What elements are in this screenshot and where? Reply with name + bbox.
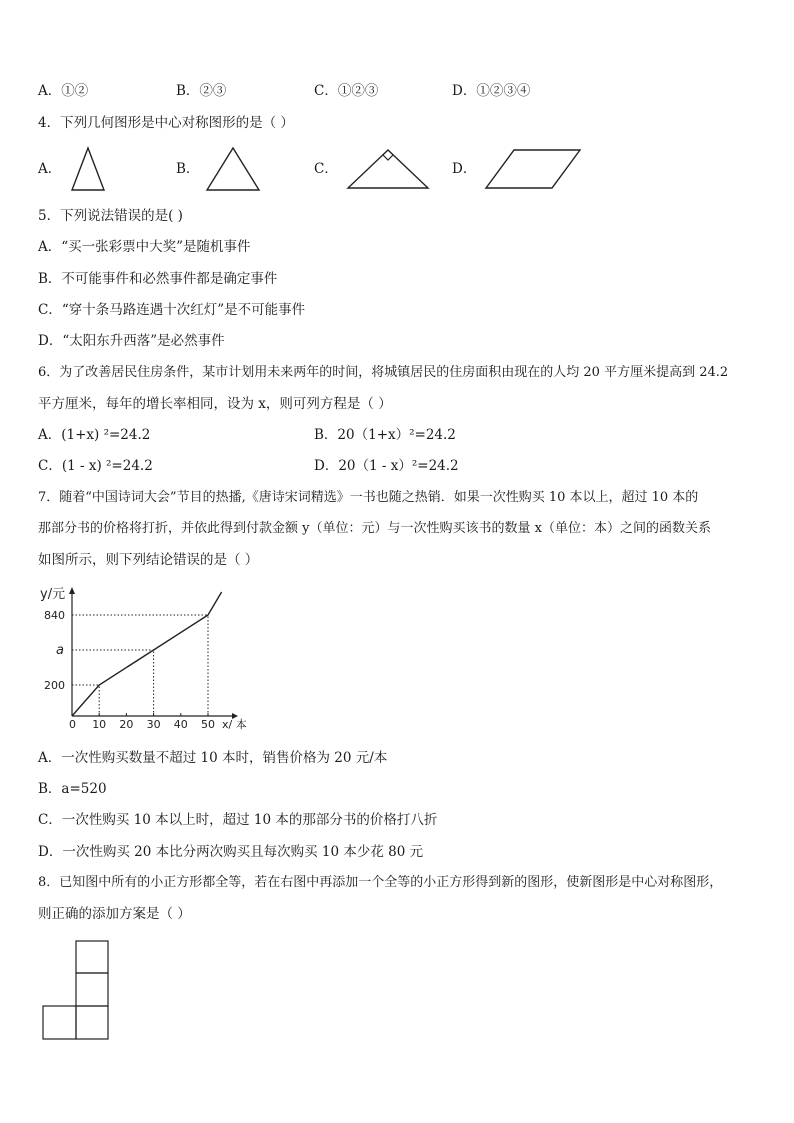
x-tick-label-20: 20 [119, 718, 134, 731]
series-line [72, 592, 222, 716]
q7-stem-line3: 如图所示，则下列结论错误的是（ ） [38, 552, 259, 568]
q4-option-b-letter: B． [176, 161, 200, 177]
x-tick-label-10: 10 [92, 718, 107, 731]
q4-option-a-letter: A． [38, 161, 62, 177]
q8-stem-line2: 则正确的添加方案是（ ） [38, 906, 191, 922]
q6-stem-line1: 6．为了改善居民住房条件，某市计划用未来两年的时间，将城镇居民的住房面积由现在的人均 20 平方厘米提高到 24.2 [38, 365, 729, 380]
square-bottom-right [76, 1006, 108, 1039]
square-middle [76, 973, 108, 1006]
x-tick-label-30: 30 [146, 718, 161, 731]
y-axis-label: y/元 [40, 587, 66, 602]
y-tick-label-a: a [56, 643, 64, 658]
q5-option-d: D．“太阳东升西落”是必然事件 [38, 333, 225, 349]
q5-option-c: C．“穿十条马路连遇十次红灯”是不可能事件 [38, 302, 306, 318]
q6-option-a: A．(1+x) ²=24.2 [38, 427, 151, 443]
right-triangle-icon [344, 144, 434, 194]
isosceles-triangle-icon [203, 144, 263, 194]
square-top [76, 941, 108, 973]
q7-option-a: A．一次性购买数量不超过 10 本时，销售价格为 20 元/本 [38, 750, 388, 766]
q7-function-graph [34, 582, 264, 732]
x-tick-label-0: 0 [69, 718, 76, 731]
q7-option-c: C．一次性购买 10 本以上时，超过 10 本的那部分书的价格打八折 [38, 812, 438, 828]
q4-stem: 4．下列几何图形是中心对称图形的是（ ） [38, 115, 294, 131]
q5-stem: 5．下列说法错误的是( ) [38, 208, 183, 224]
y-tick-label-200: 200 [44, 679, 65, 692]
q6-option-c: C．(1 - x) ²=24.2 [38, 458, 153, 474]
parallelogram-icon [482, 144, 586, 194]
square-figure [40, 940, 112, 1044]
q6-option-d: D．20（1 - x）²=24.2 [314, 458, 459, 474]
q3-option-a: A．①② [38, 83, 89, 99]
q3-option-d: D．①②③④ [452, 83, 531, 99]
x-tick-label-50: 50 [201, 718, 215, 731]
q8-stem-line1: 8．已知图中所有的小正方形都全等，若在右图中再添加一个全等的小正方形得到新的图形，使新图形是中心对称图形， [38, 875, 723, 890]
q5-option-a: A．“买一张彩票中大奖”是随机事件 [38, 239, 251, 255]
square-bottom-left [43, 1006, 76, 1039]
narrow-triangle-icon [68, 144, 108, 194]
x-axis-label: x/ 本 [222, 718, 247, 731]
q3-option-b: B．②③ [176, 83, 227, 99]
y-axis-arrow [69, 587, 75, 594]
q4-option-c-letter: C． [314, 161, 338, 177]
q4-option-d-letter: D． [452, 161, 477, 177]
q7-stem-line1: 7．随着“中国诗词大会”节目的热播,《唐诗宋词精选》一书也随之热销．如果一次性购买 10 本以上，超过 10 本的 [38, 490, 699, 505]
q6-stem-line2: 平方厘米，每年的增长率相同，设为 x，则可列方程是（ ） [38, 396, 392, 412]
q5-option-b: B．不可能事件和必然事件都是确定事件 [38, 271, 278, 287]
q3-option-c: C．①②③ [314, 83, 379, 99]
y-tick-label-840: 840 [44, 609, 65, 622]
q6-option-b: B．20（1+x）²=24.2 [314, 427, 456, 443]
x-tick-label-40: 40 [173, 718, 188, 731]
q7-option-d: D．一次性购买 20 本比分两次购买且每次购买 10 本少花 80 元 [38, 844, 424, 860]
q7-stem-line2: 那部分书的价格将打折，并依此得到付款金额 y（单位：元）与一次性购买该书的数量 x（单位：本）之间的函数关系 [38, 521, 711, 536]
q7-option-b: B．a=520 [38, 781, 107, 797]
